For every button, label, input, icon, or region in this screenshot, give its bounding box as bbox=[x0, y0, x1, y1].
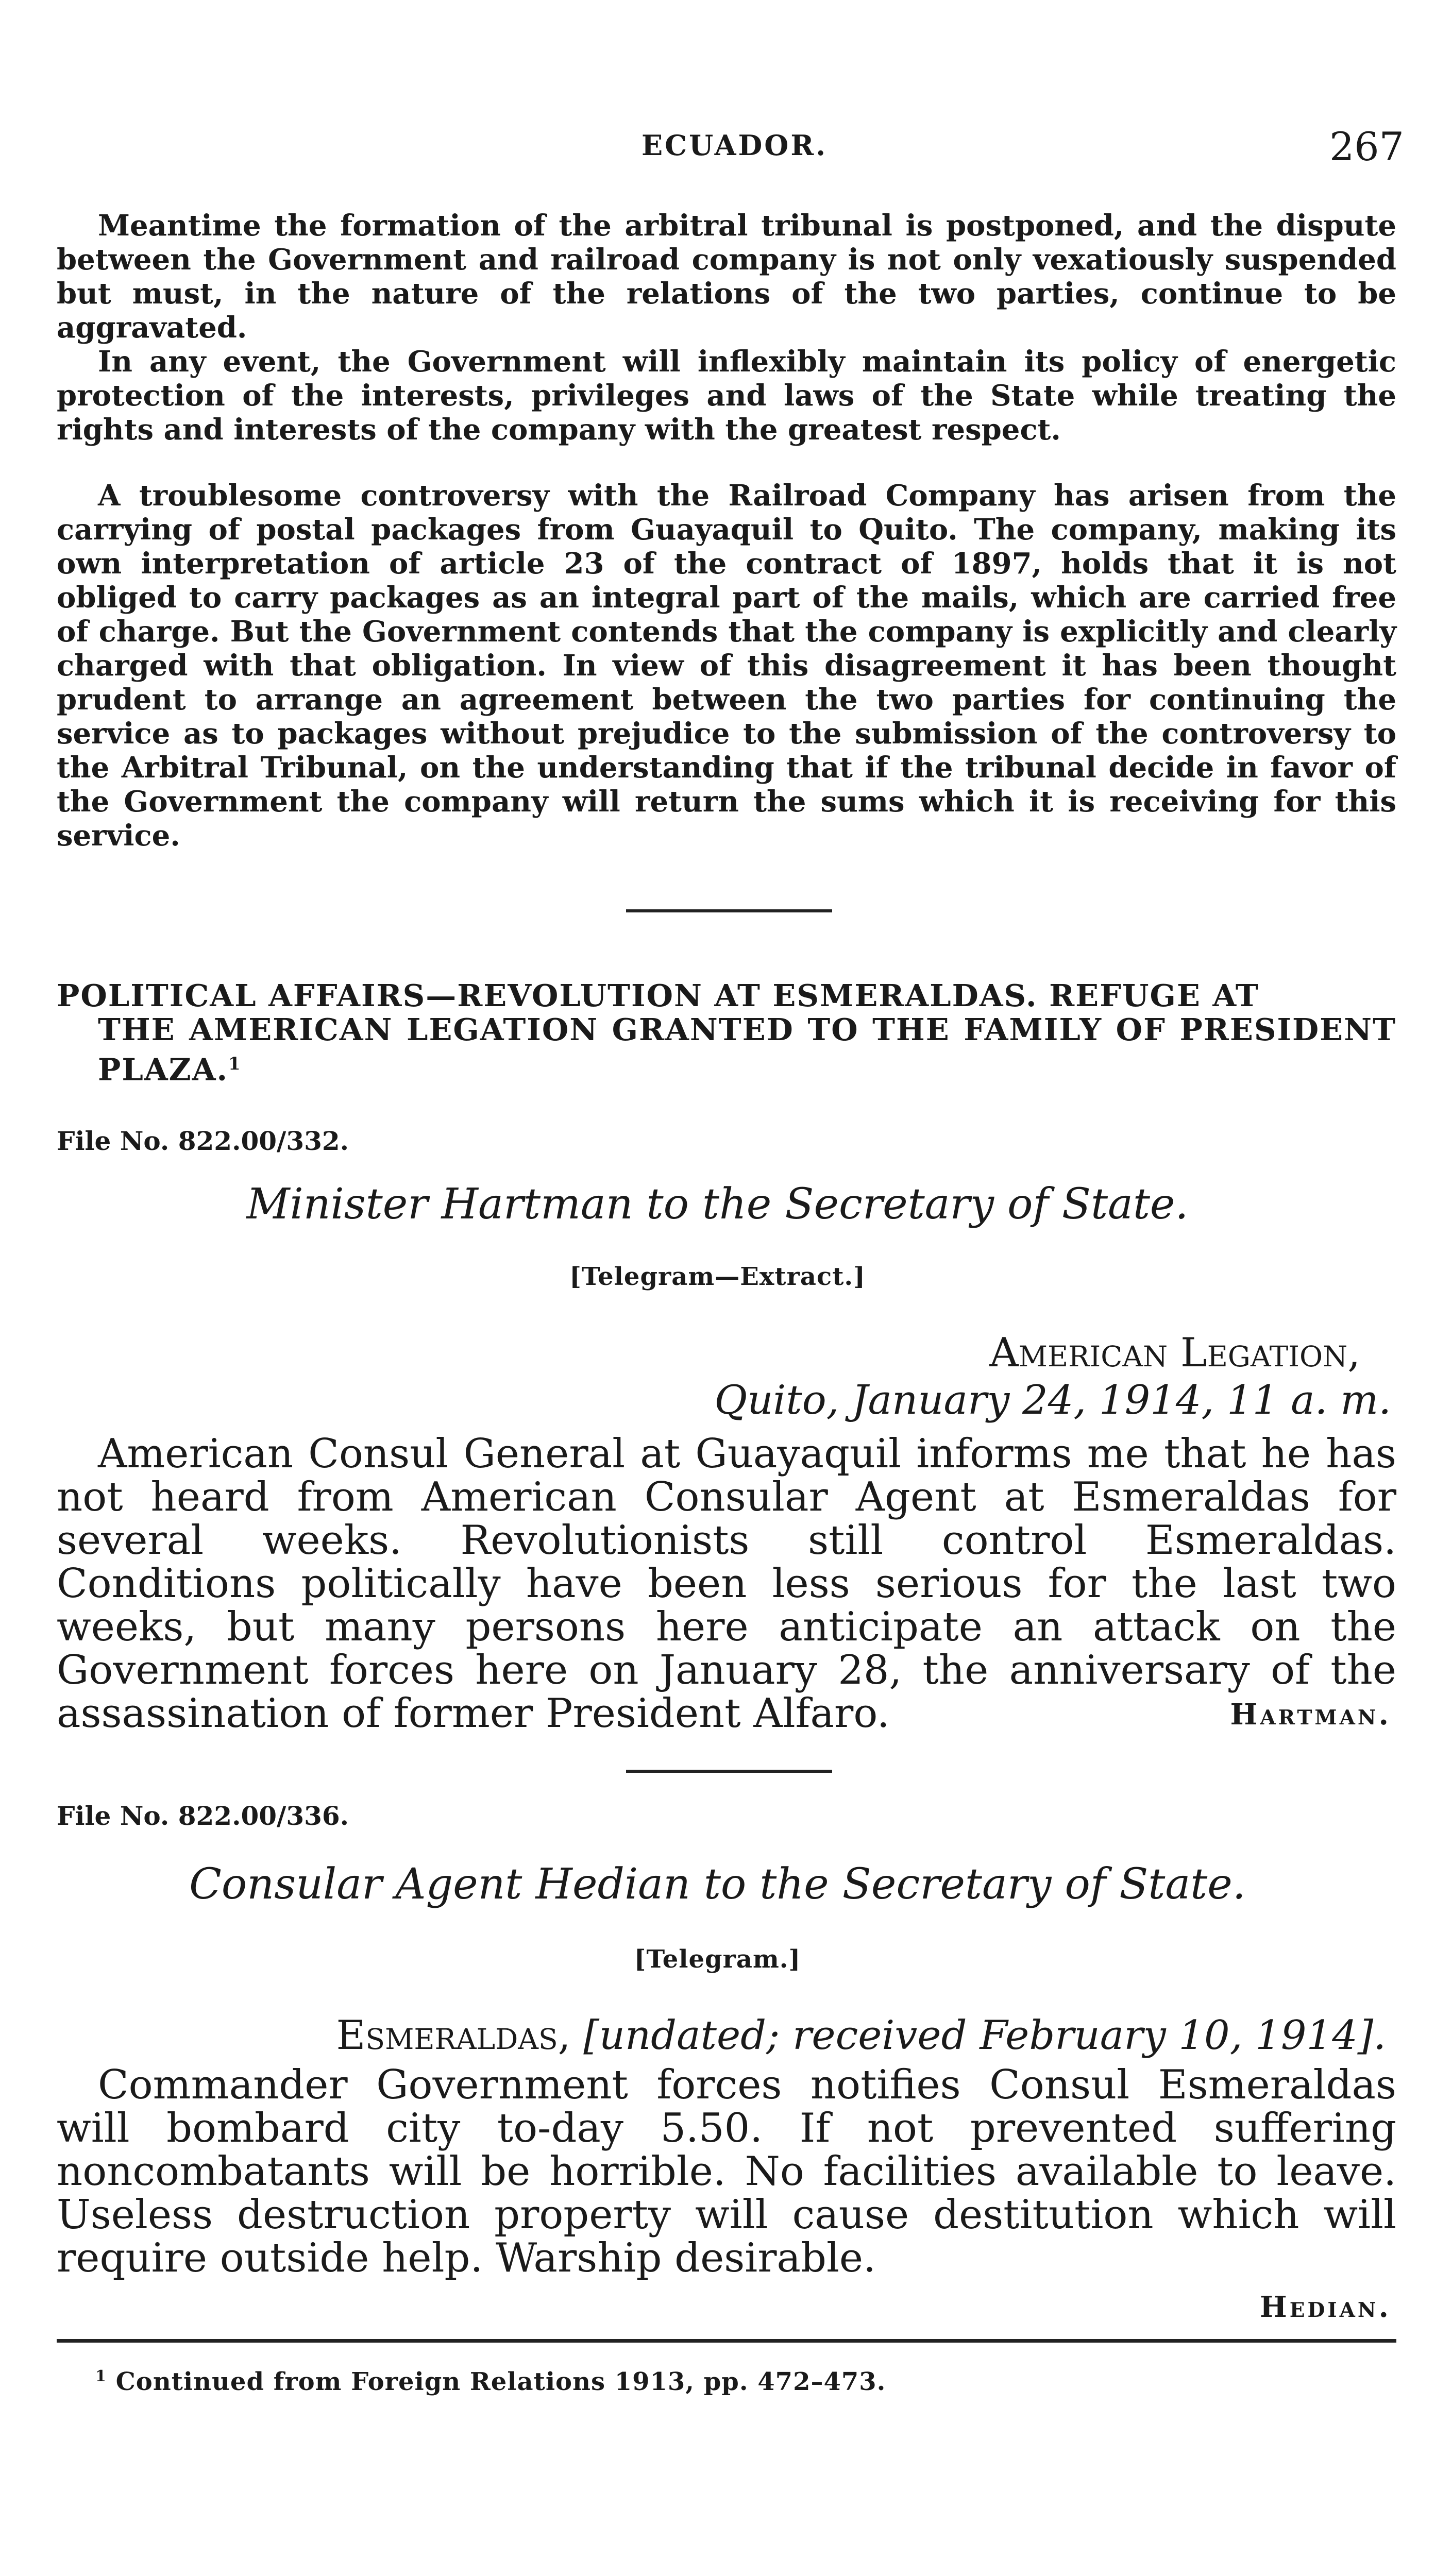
page-number: 267 bbox=[1329, 124, 1404, 170]
file-number: File No. 822.00/332. bbox=[57, 1126, 349, 1156]
document-type: [Telegram.] bbox=[634, 1945, 801, 1974]
receipt-note: [undated; received February 10, 1914]. bbox=[583, 2012, 1386, 2059]
section-divider bbox=[626, 1770, 832, 1773]
footnote-mark: 1 bbox=[95, 2367, 107, 2385]
place-line bbox=[0, 1329, 1391, 1424]
footnote-text: Continued from Foreign Relations 1913, pp. 472–473. bbox=[115, 2367, 886, 2396]
document-title: Minister Hartman to the Secretary of State. bbox=[246, 1180, 1189, 1229]
document-type: [Telegram—Extract.] bbox=[569, 1262, 866, 1291]
footnote-rule bbox=[57, 2339, 1396, 2343]
section-heading-rest: THE AMERICAN LEGATION GRANTED TO THE FAMILY OF PRESIDENT PLAZA. bbox=[98, 1012, 1396, 1088]
footnote-marker: 1 bbox=[228, 1054, 242, 1074]
document-title: Consular Agent Hedian to the Secretary of State. bbox=[189, 1860, 1246, 1909]
section-divider bbox=[626, 909, 832, 912]
intro-text bbox=[57, 209, 1396, 853]
intro-paragraph: A troublesome controversy with the Railroad Company has arisen from the carrying of postal packages from Guayaquil to Quito. The company, making its own interpretation of article 23 of the contract of 1897, holds that it is not obliged to carry packages as an integral part of the mails, which are carried free of charge. But the Government contends that the company is explicitly and clearly charged with that obligation. In view of this disagreement it has been thought prudent to arrange an agreement between the two parties for continuing the service as to packages without prejudice to the submission of the controversy to the Arbitral Tribunal, on the understanding that if the tribunal decide in favor of the Government the company will return the sums which it is receiving for this service. bbox=[57, 479, 1396, 853]
place-date: Quito, January 24, 1914, 11 a. m. bbox=[714, 1377, 1391, 1423]
telegram-body bbox=[57, 1432, 1396, 1735]
signature: Hartman. bbox=[1230, 1698, 1391, 1732]
file-number: File No. 822.00/336. bbox=[57, 1801, 349, 1831]
section-heading-line1: POLITICAL AFFAIRS—REVOLUTION AT ESMERALDAS. REFUGE AT bbox=[57, 978, 1259, 1013]
footnote bbox=[95, 2367, 886, 2396]
telegram-text: Commander Government forces notifies Consul Esmeraldas will bombard city to-day 5.50. If not prevented suffering noncombatants will be horrible. No facilities available to leave. Useless destruction property will cause destitution which will require outside help. Warship desirable. bbox=[57, 2062, 1396, 2281]
signature: Hedian. bbox=[1259, 2290, 1391, 2324]
telegram-body bbox=[57, 2063, 1396, 2280]
telegram-text: American Consul General at Guayaquil informs me that he has not heard from American Consular Agent at Esmeraldas for several weeks. Revolutionists still control Esmeraldas. Conditions politically have been less serious for the last two weeks, but many persons here anticipate an attack on the Government forces here on January 28, the anniversary of the assassination of former President Alfaro. bbox=[57, 1431, 1396, 1737]
running-head bbox=[0, 124, 1435, 180]
intro-paragraph: In any event, the Government will inflexibly maintain its policy of energetic protection of the interests, privileges and laws of the State while treating the rights and interests of the company with the greatest respect. bbox=[57, 345, 1396, 447]
place-line bbox=[0, 2012, 1386, 2059]
place-name: Esmeraldas, bbox=[336, 2012, 571, 2059]
intro-paragraph: Meantime the formation of the arbitral tribunal is postponed, and the dispute between the Government and railroad company is not only vexatiously suspended but must, in the nature of the relations of the two parties, continue to be aggravated. bbox=[57, 209, 1396, 345]
section-heading bbox=[57, 979, 1396, 1087]
legation-name: American Legation, bbox=[989, 1330, 1360, 1376]
running-head-title: ECUADOR. bbox=[641, 129, 828, 162]
